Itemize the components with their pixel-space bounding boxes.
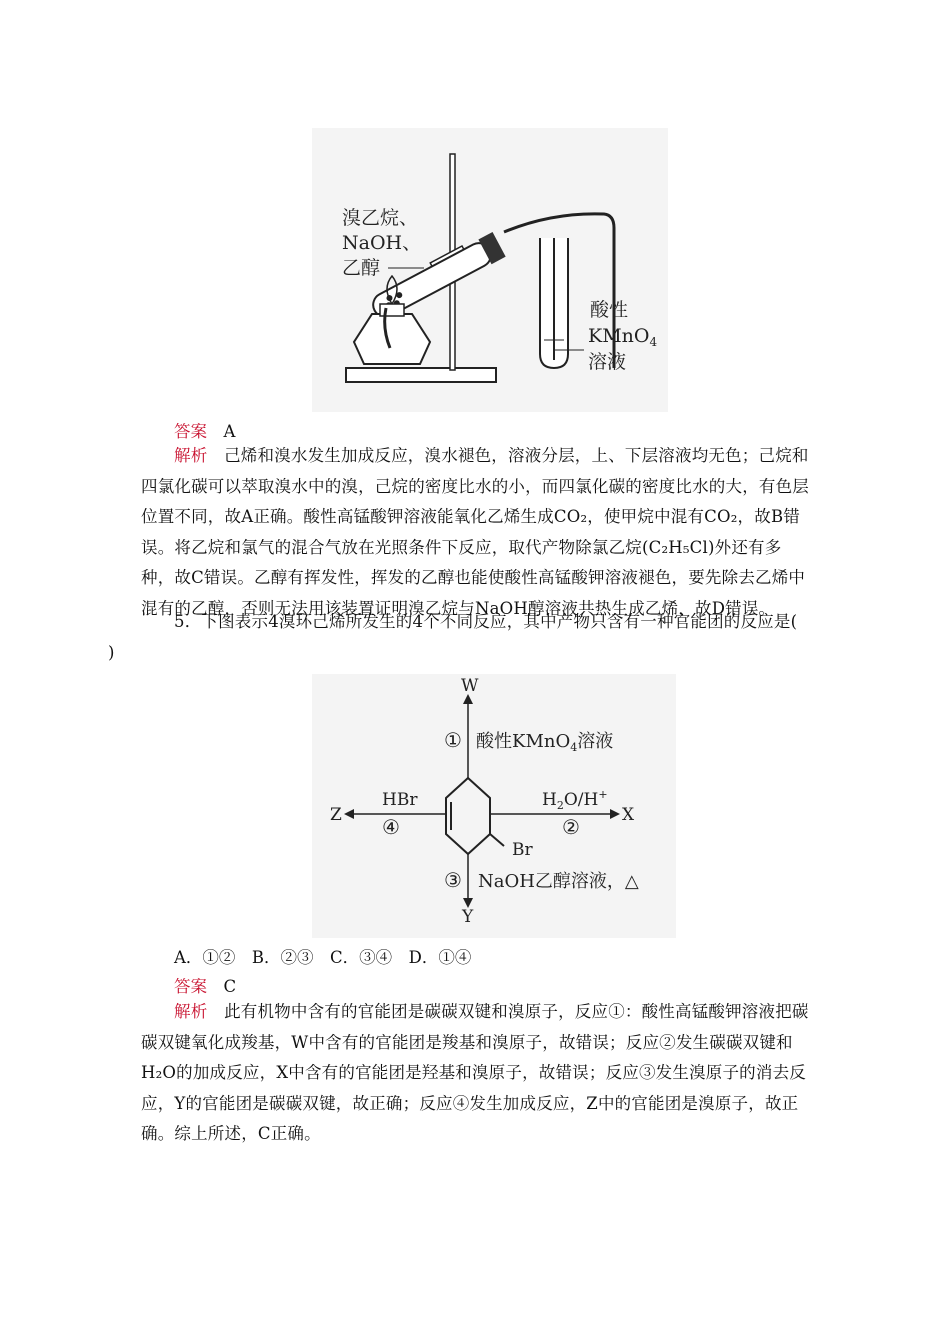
analysis-5-label: 解析: [174, 1002, 208, 1021]
reaction-2-reagent: [542, 788, 608, 812]
reaction-1-marker: ①: [444, 728, 462, 752]
question-5-close: ): [108, 642, 115, 662]
product-w: W: [461, 676, 479, 696]
reaction-3-marker: ③: [444, 868, 462, 892]
answer-5-value: C: [223, 977, 237, 996]
answer-5: [174, 973, 236, 997]
br-label: Br: [512, 840, 533, 860]
reaction-diagram: [312, 674, 676, 938]
answer-1-value: A: [223, 422, 236, 441]
analysis-1-label: 解析: [174, 446, 208, 465]
reagent-label-1: 溴乙烷、: [342, 207, 419, 229]
apparatus-figure: [312, 128, 668, 412]
reaction-figure: [312, 674, 676, 938]
product-x: X: [622, 805, 635, 825]
product-y: Y: [462, 907, 474, 927]
analysis-5-text: 此有机物中含有的官能团是碳碳双键和溴原子，反应①：酸性高锰酸钾溶液把碳碳双键氧化成羧基，W中含有的官能团是羧基和溴原子，故错误；反应②发生碳碳双键和H₂O的加成反应，X中含有的官能团是羟基和溴原子，故错误；反应③发生溴原子的消去反应，Y的官能团是碳碳双键，故正确；反应④发生加成反应，Z中的官能团是溴原子，故正确。综上所述，C正确。: [141, 1002, 809, 1143]
reaction-1-tail: 溶液: [577, 731, 614, 752]
reaction-1-text: 酸性KMnO: [476, 731, 571, 752]
reaction-1-reagent: [476, 731, 613, 754]
analysis-5: [141, 997, 811, 1150]
reaction-4-marker: ④: [382, 815, 400, 839]
reaction-2-text: H: [542, 790, 557, 810]
solution-label-1: 酸性: [590, 299, 629, 321]
analysis-1-text: 己烯和溴水发生加成反应，溴水褪色，溶液分层，上、下层溶液均无色；己烷和四氯化碳可以萃取溴水中的溴，己烷的密度比水的小，而四氯化碳的密度比水的大，有色层位置不同，故A正确。酸性高锰酸钾溶液能氧化乙烯生成CO₂，使甲烷中混有CO₂，故B错误。将乙烷和氯气的混合气放在光照条件下反应，取代产物除氯乙烷(C₂H₅Cl)外还有多种，故C错误。乙醇有挥发性，挥发的乙醇也能使酸性高锰酸钾溶液褪色，要先除去乙烯中混有的乙醇，否则无法用该装置证明溴乙烷与NaOH醇溶液共热生成乙烯，故D错误。: [141, 446, 809, 618]
analysis-1: [141, 441, 811, 624]
answer-5-label: 答案: [174, 977, 207, 996]
solution-label-3: 溶液: [588, 351, 627, 373]
reaction-2-tail: O/H: [563, 790, 599, 810]
answer-1-label: 答案: [174, 422, 207, 441]
kmno-subscript: 4: [649, 335, 658, 349]
options-5: A．①② B．②③ C．③④ D．①④: [174, 948, 472, 967]
question-5-text: 5．下图表示4溴环己烯所发生的4个不同反应，其中产物只含有一种官能团的反应是(: [174, 612, 798, 631]
reaction-3-reagent: NaOH乙醇溶液，△: [478, 871, 639, 892]
reaction-1-sub: 4: [570, 741, 578, 754]
solution-label-2: [588, 325, 657, 349]
answer-1: [174, 418, 235, 442]
reaction-4-reagent: HBr: [382, 790, 418, 810]
product-z: Z: [330, 805, 342, 825]
reaction-2-sup: +: [598, 788, 608, 801]
kmno-text: KMnO: [588, 325, 650, 347]
apparatus-diagram: [312, 128, 668, 412]
reaction-2-marker: ②: [562, 815, 580, 839]
reagent-label-3: 乙醇: [342, 257, 381, 279]
reagent-label-2: NaOH、: [342, 232, 422, 254]
question-5: [108, 607, 811, 668]
reaction-2-sub: 2: [556, 799, 564, 812]
